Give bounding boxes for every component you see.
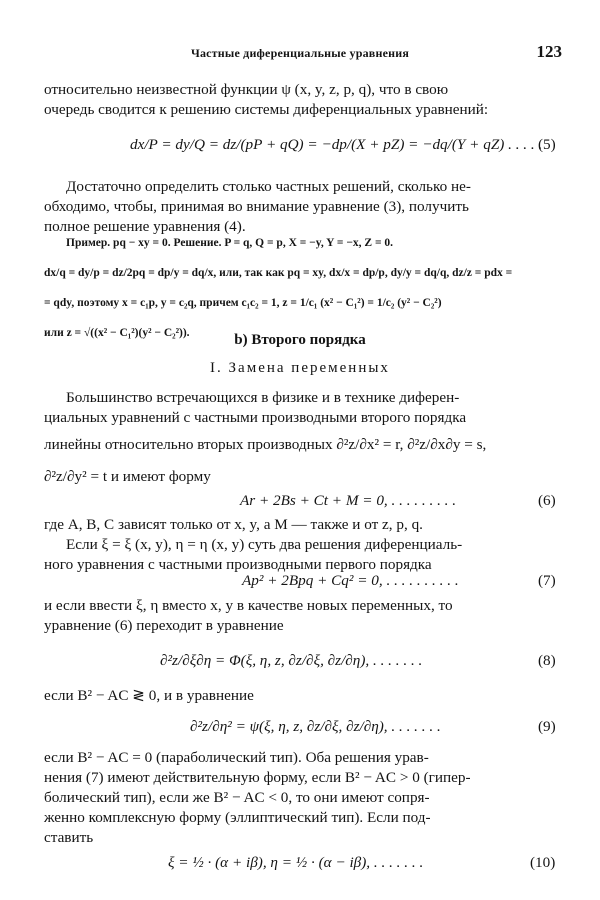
equation-5: dx/P = dy/Q = dz/(pP + qQ) = −dp/(X + pZ) = −dq/(Y + qZ) . . . . .: [130, 136, 543, 153]
paragraph-substitution: [44, 596, 562, 636]
text-line: уравнение (6) переходит в уравнение: [44, 617, 284, 634]
paragraph-types: [44, 748, 562, 848]
text-line: Достаточно определить столько частных решений, сколько не-: [66, 178, 471, 195]
equation-number: (10): [530, 854, 556, 871]
paragraph-intro: [44, 80, 562, 120]
text-line: очередь сводится к решению системы диференциальных уравнений:: [44, 101, 489, 118]
text-line: женно комплексную форму (эллиптический тип). Если под-: [44, 809, 431, 826]
equation-number: (6): [538, 492, 556, 509]
section-heading: b) Второго порядка: [234, 332, 366, 348]
text-line: циальных уравнений с частными производными второго порядка: [44, 409, 467, 426]
paragraph-majority: [44, 388, 562, 492]
equation-number: (9): [538, 718, 556, 735]
text-line: болический тип), если же B² − AC < 0, то они имеют сопря-: [44, 789, 430, 806]
text-line: линейны относительно вторых производных ∂²z/∂x² = r, ∂²z/∂x∂y = s,: [44, 436, 487, 453]
example-block: [44, 228, 562, 348]
text-line: и если ввести ξ, η вместо x, y в качестве новых переменных, то: [44, 597, 453, 614]
equation-8: ∂²z/∂ξ∂η = Φ(ξ, η, z, ∂z/∂ξ, ∂z/∂η), . . . . . . .: [160, 652, 423, 669]
example-line: = qdy, поэтому x = c₁p, y = c₂q, причем c₁c₂ = 1, z = 1/c₁ (x² − C₁²) = 1/c₂ (y² − C₂²): [44, 297, 442, 309]
running-title: Частные диференциальные уравнения: [190, 46, 410, 60]
equation-9: ∂²z/∂η² = ψ(ξ, η, z, ∂z/∂ξ, ∂z/∂η), . . . . . . .: [190, 718, 441, 735]
equation-number: (7): [538, 572, 556, 589]
paragraph-condition: [44, 686, 562, 706]
equation-10: ξ = ½ · (α + iβ), η = ½ · (α − iβ), . . . . . . .: [168, 854, 424, 871]
text-line: ставить: [44, 829, 94, 846]
page-number: 123: [536, 42, 562, 61]
text-line: Если ξ = ξ (x, y), η = η (x, y) суть два решения диференциаль-: [66, 536, 463, 553]
paragraph-coefficients: [44, 515, 562, 575]
equation-number: (5): [538, 136, 556, 153]
text-line: Большинство встречающихся в физике и в технике диферен-: [66, 389, 460, 406]
text-line: нения (7) имеют действительную форму, если B² − AC > 0 (гипер-: [44, 769, 471, 786]
example-line: Пример. pq − xy = 0. Решение. P = q, Q = p, X = −y, Y = −x, Z = 0.: [66, 237, 394, 249]
text-line: если B² − AC = 0 (параболический тип). Оба решения урав-: [44, 749, 429, 766]
text-line: относительно неизвестной функции ψ (x, y, z, p, q), что в свою: [44, 81, 449, 98]
text-line: ∂²z/∂y² = t и имеют форму: [44, 468, 211, 485]
equation-7: Ap² + 2Bpq + Cq² = 0, . . . . . . . . . .: [242, 572, 459, 589]
text-line: обходимо, чтобы, принимая во внимание уравнение (3), получить: [44, 198, 469, 215]
subsection-heading: I. Замена переменных: [210, 360, 390, 376]
page-header: [0, 44, 600, 64]
equation-number: (8): [538, 652, 556, 669]
equation-6: Ar + 2Bs + Ct + M = 0, . . . . . . . . .: [240, 492, 457, 509]
text-line: ного уравнения с частными производными первого порядка: [44, 556, 432, 573]
text-line: где A, B, C зависят только от x, y, а M — также и от z, p, q.: [44, 516, 423, 533]
example-line: dx/q = dy/p = dz/2pq = dp/y = dq/x, или, так как pq = xy, dx/x = dp/p, dy/y = dq/q, dz/z = pdx =: [44, 267, 513, 279]
text-line: если B² − AC ≷ 0, и в уравнение: [44, 687, 254, 704]
example-line: или z = √((x² − C₁²)(y² − C₂²)).: [44, 327, 190, 339]
text-line: полное решение уравнения (4).: [44, 218, 246, 235]
